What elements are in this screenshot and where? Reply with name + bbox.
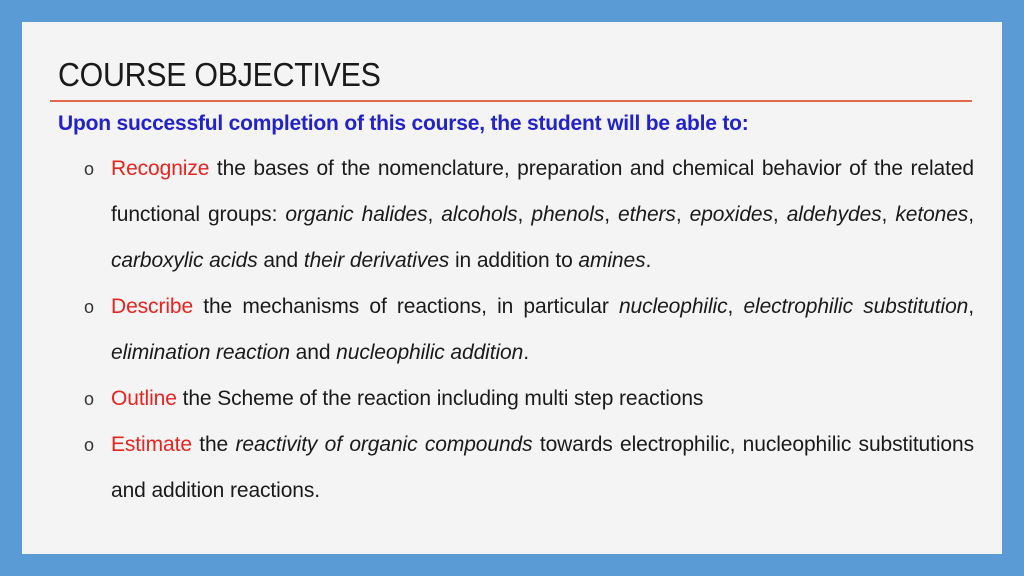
bullet-icon: o: [84, 435, 94, 455]
objective-term: elimination reaction: [111, 341, 290, 364]
objective-term: electrophilic substitution: [743, 295, 969, 318]
objective-term: their derivatives: [303, 249, 450, 272]
objective-text: ,: [772, 203, 787, 226]
objective-term: phenols: [531, 203, 605, 226]
objective-term: aldehydes: [786, 203, 882, 226]
objective-text: towards electrophilic, nucleophilic substitutions and addition reactions.: [111, 433, 974, 502]
objective-term: alcohols: [441, 203, 518, 226]
bullet-icon: o: [84, 297, 94, 317]
objective-text: ,: [968, 295, 974, 318]
objective-text: the: [191, 433, 236, 456]
objective-term: nucleophilic addition: [336, 341, 524, 364]
objective-text: ,: [727, 295, 744, 318]
objective-text: the mechanisms of reactions, in particular: [193, 295, 619, 318]
objective-text: in addition to: [449, 249, 579, 272]
objective-text: .: [645, 249, 652, 272]
slide: [22, 22, 1002, 554]
objective-text: ,: [675, 203, 690, 226]
objective-term: organic halides: [285, 203, 428, 226]
objectives-list: [78, 146, 974, 514]
bullet-icon: o: [84, 159, 94, 179]
objective-term: reactivity of organic compounds: [235, 433, 533, 456]
objective-term: nucleophilic: [618, 295, 728, 318]
objective-verb: Estimate: [111, 433, 192, 456]
objective-verb: Recognize: [111, 157, 210, 180]
objective-outline: [78, 376, 974, 422]
intro-text: Upon successful completion of this course, the student will be able to:: [58, 112, 749, 135]
objective-text: ,: [517, 203, 532, 226]
objective-verb: Describe: [111, 295, 194, 318]
objective-verb: Outline: [111, 387, 177, 410]
objective-text: .: [523, 341, 529, 364]
bullet-icon: o: [84, 389, 94, 409]
objective-text: and: [257, 249, 304, 272]
objective-text: and: [289, 341, 337, 364]
objective-term: amines: [578, 249, 646, 272]
objective-term: ketones: [895, 203, 969, 226]
title-divider: [50, 100, 972, 102]
objective-text: ,: [881, 203, 896, 226]
objective-text: the bases of the nomenclature, preparation and chemical behavior of the related functional groups:: [111, 157, 974, 226]
objective-term: carboxylic acids: [111, 249, 258, 272]
objective-estimate: [78, 422, 974, 514]
page-title: COURSE OBJECTIVES: [58, 56, 381, 93]
objective-text: ,: [604, 203, 619, 226]
objective-term: epoxides: [689, 203, 773, 226]
objective-recognize: [78, 146, 974, 284]
objective-text: ,: [427, 203, 442, 226]
objective-describe: [78, 284, 974, 376]
objective-text: ,: [968, 203, 974, 226]
objective-text: the Scheme of the reaction including multi step reactions: [176, 387, 704, 410]
objective-term: ethers: [618, 203, 676, 226]
